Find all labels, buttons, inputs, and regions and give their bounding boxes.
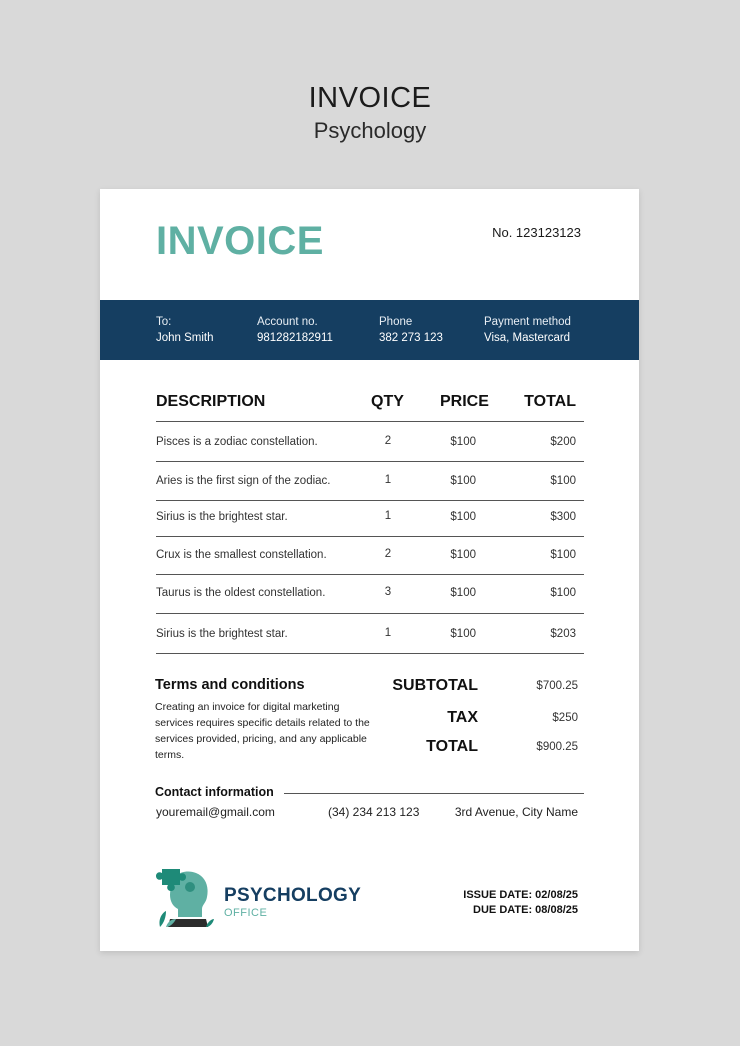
account-value: 981282182911 [257,332,333,344]
invoice-sheet [100,189,639,951]
row-total: $100 [550,549,576,561]
subtotal-value: $700.25 [536,680,578,692]
row-qty: 1 [384,627,392,639]
contact-phone: (34) 234 213 123 [328,805,420,819]
row-qty: 1 [384,510,392,522]
row-price: $100 [450,628,476,640]
row-qty: 1 [384,474,392,486]
brand-name: PSYCHOLOGY [224,885,362,906]
total-row [360,738,578,760]
row-total: $300 [550,511,576,523]
issue-date: ISSUE DATE: 02/08/25 [463,889,578,901]
total-label: TOTAL [426,738,478,755]
row-qty: 3 [384,586,392,598]
row-description: Pisces is a zodiac constellation. [156,436,318,448]
header-description: DESCRIPTION [156,393,266,410]
row-total: $203 [550,628,576,640]
table-row [156,462,584,501]
page-subtitle: Psychology [313,118,427,143]
items-table [156,393,584,654]
table-row [156,422,584,462]
phone-value: 382 273 123 [379,332,443,344]
row-price: $100 [450,549,476,561]
table-row [156,575,584,614]
to-field [156,314,214,346]
row-price: $100 [450,436,476,448]
payment-label: Payment method [484,316,571,328]
header-qty: QTY [371,393,404,410]
client-info-band [100,300,639,360]
payment-field [484,314,571,346]
terms-title: Terms and conditions [155,677,305,693]
row-description: Aries is the first sign of the zodiac. [156,475,331,487]
to-label: To: [156,316,172,328]
terms-body: Creating an invoice for digital marketing services requires specific details related to the services provided, pricing, and any applicable terms. [155,701,370,761]
phone-label: Phone [379,316,413,328]
phone-field [379,314,443,346]
row-description: Sirius is the brightest star. [156,511,288,523]
account-field [257,314,333,346]
row-description: Crux is the smallest constellation. [156,549,327,561]
table-row [156,501,584,537]
due-date: DUE DATE: 08/08/25 [473,904,578,916]
total-value: $900.25 [536,741,578,753]
page-title: INVOICE [308,82,432,114]
row-price: $100 [450,511,476,523]
contact-divider [284,793,584,794]
row-qty: 2 [384,435,392,447]
invoice-dates [463,888,578,918]
payment-value: Visa, Mastercard [484,332,571,344]
terms-section [155,677,370,763]
row-price: $100 [450,475,476,487]
row-qty: 2 [384,548,392,560]
row-price: $100 [450,587,476,599]
row-description: Sirius is the brightest star. [156,628,288,640]
row-total: $100 [550,475,576,487]
subtotal-row [360,677,578,699]
row-total: $100 [550,587,576,599]
table-row [156,537,584,575]
contact-email: youremail@gmail.com [156,805,275,819]
invoice-title: INVOICE [156,219,324,263]
header-price: PRICE [440,393,489,410]
table-row [156,614,584,654]
row-description: Taurus is the oldest constellation. [156,587,326,599]
subtotal-label: SUBTOTAL [392,677,478,694]
brand [224,885,361,919]
table-header [156,393,584,422]
tax-value: $250 [552,712,578,724]
tax-label: TAX [447,709,478,726]
head-puzzle-icon [156,865,214,929]
header-total: TOTAL [524,393,576,410]
tax-row [360,709,578,731]
to-value: John Smith [156,332,214,344]
brand-sub: OFFICE [224,907,268,919]
invoice-number: No. 123123123 [492,225,581,240]
contact-title: Contact information [155,785,274,799]
contact-address: 3rd Avenue, City Name [454,805,578,819]
row-total: $200 [550,436,576,448]
account-label: Account no. [257,316,318,328]
